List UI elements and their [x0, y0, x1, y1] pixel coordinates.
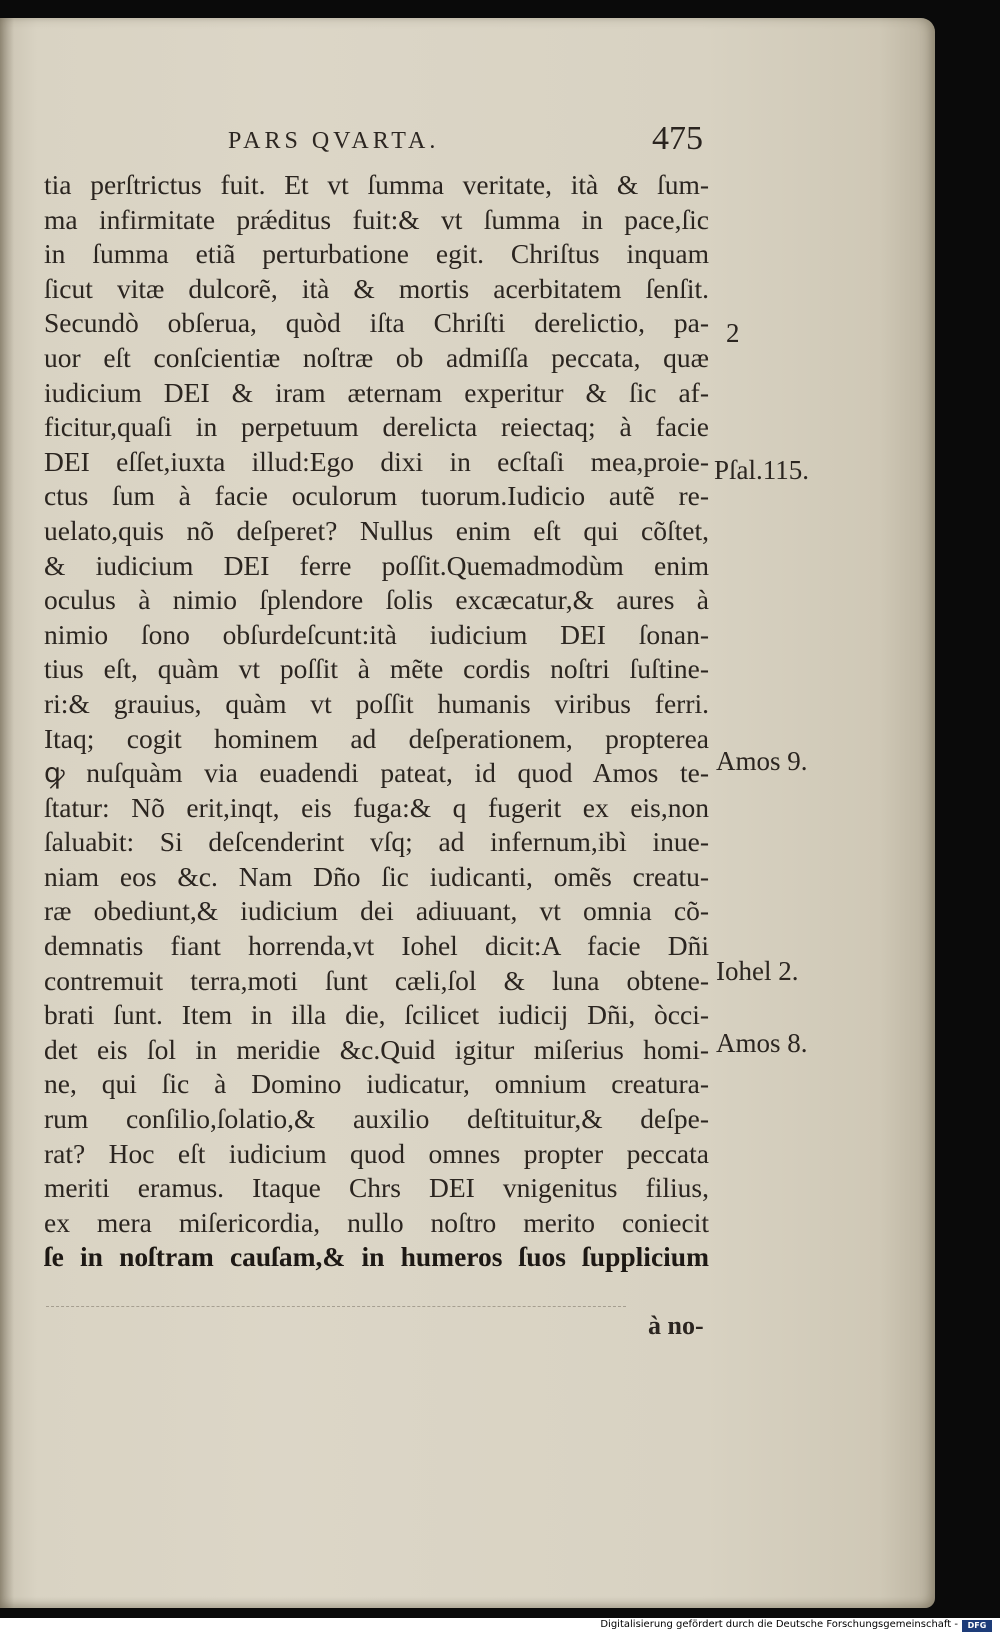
text-line: meriti eramus. Itaque Chrs DEI vnigenitus filius, — [44, 1172, 709, 1204]
text-line: oculus à nimio ſplendore ſolis excæcatur,& aures à — [44, 584, 709, 616]
text-line: DEI eſſet,iuxta illud:Ego dixi in ecſtaſi mea,proie- — [44, 445, 709, 477]
text-line: ſicut vitæ dulcorẽ, ità & mortis acerbitatem ſenſit. — [44, 272, 709, 304]
margin-note-amos-8: Amos 8. — [716, 1028, 808, 1058]
text-line: contremuit terra,moti ſunt cæli,ſol & luna obtene- — [44, 964, 709, 996]
text-line: ſaluabit: Si deſcenderint vſq; ad infernum,ibì inue- — [44, 826, 709, 858]
text-line: Secundò obſerua, quòd iſta Chriſti derelictio, pa- — [44, 307, 709, 339]
text-line: ræ obediunt,& iudicium dei adiuuant, vt omnia cõ- — [44, 895, 709, 927]
text-line: ri:& grauius, quàm vt poſſit humanis viribus ferri. — [44, 687, 709, 719]
text-line: ne, qui ſic à Domino iudicatur, omnium creatura- — [44, 1068, 709, 1100]
text-line: rum conſilio,ſolatio,& auxilio deſtituitur,& deſpe- — [44, 1103, 709, 1135]
text-line: uelato,quis nõ deſperet? Nullus enim eſt qui cõſtet, — [44, 514, 709, 546]
text-line: in ſumma etiã perturbatione egit. Chriſtus inquam — [44, 238, 709, 270]
text-line: uor eſt conſcientiæ noſtræ ob admiſſa peccata, quæ — [44, 341, 709, 373]
text-line: ſe in noſtram cauſam,& in humeros ſuos ſupplicium — [44, 1241, 709, 1273]
text-line: rat? Hoc eſt iudicium quod omnes propter peccata — [44, 1137, 709, 1169]
book-page — [0, 18, 935, 1608]
margin-note-2: 2 — [726, 318, 740, 348]
text-line: ꝙ nuſquàm via euadendi pateat, id quod Amos te- — [44, 757, 709, 789]
text-line: demnatis fiant horrenda,vt Iohel dicit:A facie Dñi — [44, 930, 709, 962]
margin-note-psalm: Pſal.115. — [714, 455, 810, 485]
text-line: ficitur,quaſi in perpetuum derelicta reiectaq; à facie — [44, 411, 709, 443]
running-head-title: PARS QVARTA. — [228, 128, 440, 154]
text-line: ſtatur: Nõ erit,inqt, eis fuga:& q fugerit ex eis,non — [44, 791, 709, 823]
text-line: brati ſunt. Item in illa die, ſcilicet iudicij Dñi, òcci- — [44, 999, 709, 1031]
text-line: tius eſt, quàm vt poſſit à mẽte cordis noſtri ſuſtine- — [44, 653, 709, 685]
text-line: iudicium DEI & iram æternam experitur & ſic af- — [44, 376, 709, 408]
footer-bar — [0, 1618, 1000, 1634]
bottom-rule — [46, 1306, 626, 1307]
text-line: & iudicium DEI ferre poſſit.Quemadmodùm enim — [44, 549, 709, 581]
text-line: det eis ſol in meridie &c.Quid igitur miſerius homi- — [44, 1033, 709, 1065]
dfg-logo: DFG — [962, 1620, 992, 1632]
body-text — [44, 168, 709, 1275]
text-line: nimio ſono obſurdeſcunt:ità iudicium DEI ſonan- — [44, 618, 709, 650]
text-line: ex mera miſericordia, nullo noſtro merito coniecit — [44, 1206, 709, 1238]
page-number: 475 — [652, 120, 703, 157]
footer-credit: Digitalisierung gefördert durch die Deutsche Forschungsgemeinschaft - — [600, 1619, 958, 1630]
text-line: tia perſtrictus fuit. Et vt ſumma veritate, ità & ſum- — [44, 169, 709, 200]
margin-note-iohel-2: Iohel 2. — [716, 956, 799, 986]
text-line: niam eos &c. Nam Dño ſic iudicanti, omẽs creatu- — [44, 860, 709, 892]
running-head — [228, 120, 728, 160]
text-line: ma infirmitate prǽditus fuit:& vt ſumma in pace,ſic — [44, 203, 709, 235]
text-line: ctus ſum à facie oculorum tuorum.Iudicio autẽ re- — [44, 480, 709, 512]
margin-note-amos-9: Amos 9. — [716, 746, 808, 776]
catchword: à no- — [648, 1311, 704, 1340]
text-line: Itaq; cogit hominem ad deſperationem, propterea — [44, 722, 709, 754]
